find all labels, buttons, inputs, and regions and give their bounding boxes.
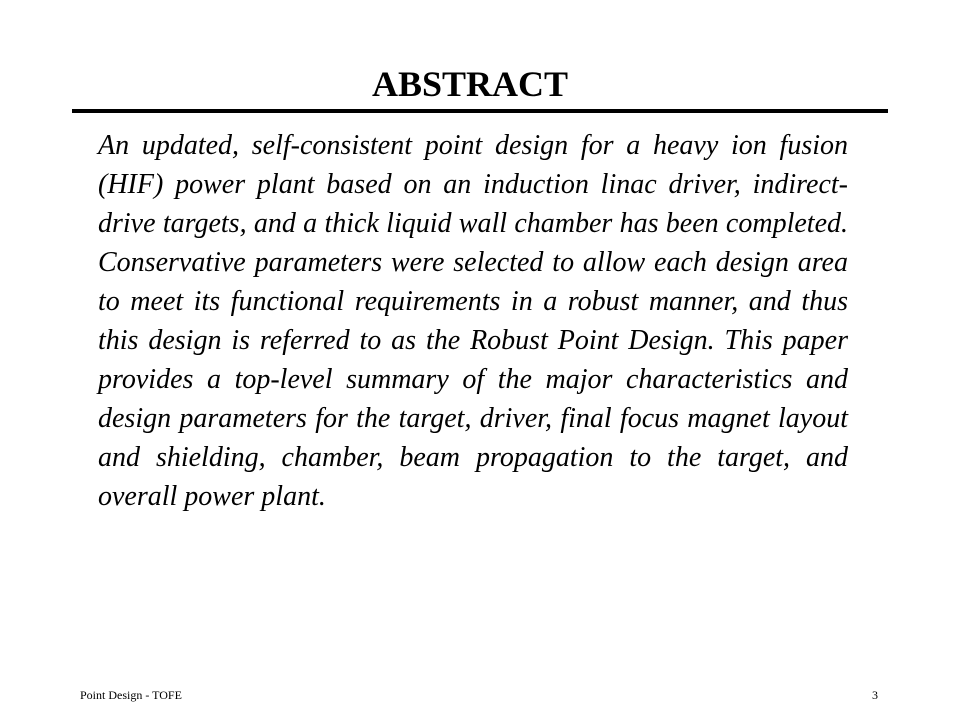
title-underline	[72, 109, 888, 113]
footer-caption: Point Design - TOFE	[80, 688, 182, 702]
abstract-text: An updated, self-consistent point design for a heavy ion fusion (HIF) power plant based on an induction linac driver, indirect-drive targets, and a thick liquid wall chamber has been completed. Conservative parameters were selected to allow each design area to meet its functional requirements in a robust manner, and thus this design is referred to as the Robust Point Design. This paper provides a top-level summary of the major characteristics and design parameters for the target, driver, final focus magnet layout and shielding, chamber, beam propagation to the target, and overall power plant.	[98, 130, 848, 512]
slide-title: ABSTRACT	[371, 64, 569, 104]
page-number: 3	[872, 688, 878, 702]
